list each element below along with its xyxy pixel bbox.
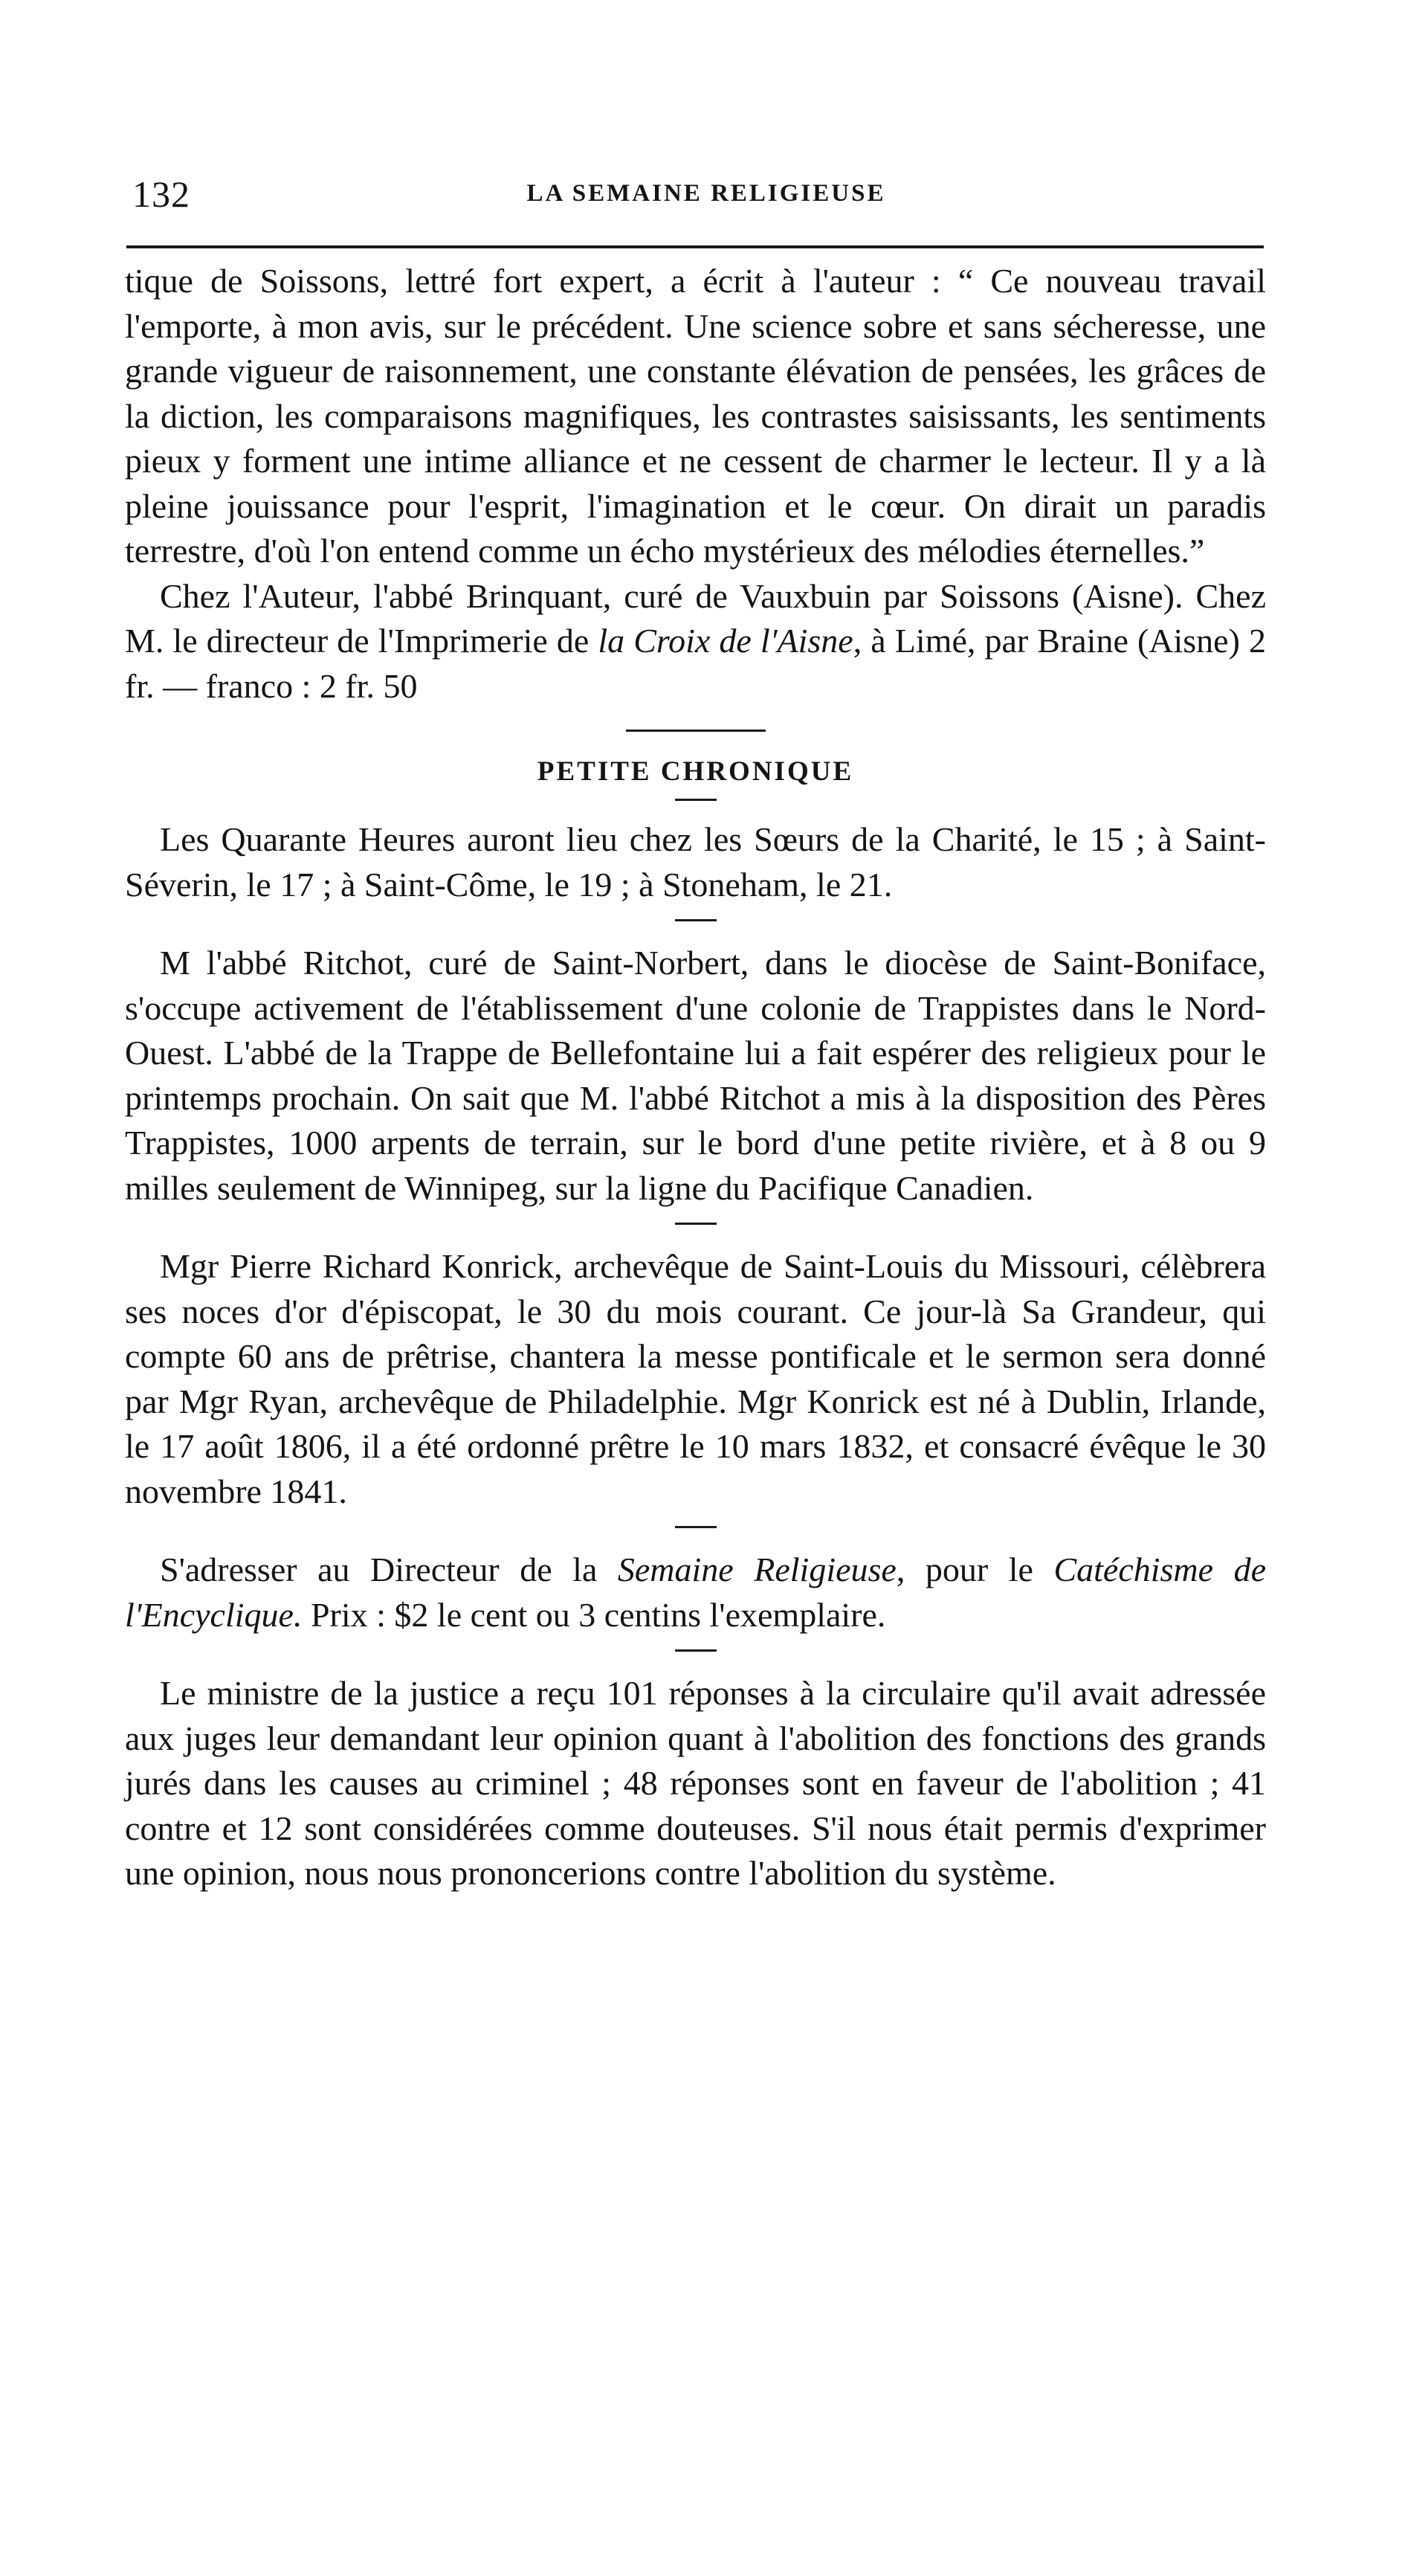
section-title: PETITE CHRONIQUE	[537, 756, 854, 787]
paragraph-publisher-info	[125, 574, 1266, 709]
chronicle-item-konrick: Mgr Pierre Richard Konrick, archevêque de Saint-Louis du Missouri, célèbrera ses noces d'or d'épiscopat, le 30 du mois courant. Ce jour-là Sa Grandeur, qui compte 60 ans de prêtrise, chantera la messe pontificale et le sermon sera donné par Mgr Ryan, archevêque de Philadelphie. Mgr Konrick est né à Dublin, Irlande, le 17 août 1806, il a été ordonné prêtre le 10 mars 1832, et consacré évêque le 30 novembre 1841.	[125, 1247, 1266, 1510]
catechisme-text-start: S'adresser au Directeur de la	[160, 1551, 618, 1588]
page-body	[125, 259, 1266, 1896]
page-header	[119, 173, 1264, 225]
catechisme-italic-title: Catéchisme de l'Encyclique.	[125, 1551, 1266, 1634]
publisher-italic-title: la Croix de l'Aisne	[598, 622, 853, 660]
chronicle-item-quarante-heures: Les Quarante Heures auront lieu chez les Sœurs de la Charité, le 15 ; à Saint-Séverin, le 17 ; à Saint-Côme, le 19 ; à Stoneham, le 21.	[125, 820, 1266, 904]
catechisme-text-mid: , pour le	[896, 1551, 1054, 1588]
item-separator-dash	[675, 1223, 717, 1225]
chronicle-item-catechisme	[125, 1548, 1266, 1638]
publisher-text-start: Chez l'Auteur, l'abbé Brinquant, curé de Vauxbuin par Soissons (Aisne). Chez M. le directeur de l'Imprimerie de	[125, 576, 1266, 660]
chronicle-item-grands-jures: Le ministre de la justice a reçu 101 réponses à la circulaire qu'il avait adressée aux juges leur demandant leur opinion quant à l'abolition des fonctions des grands jurés dans les causes au criminel ; 48 réponses sont en faveur de l'abolition ; 41 contre et 12 sont considérées comme douteuses. S'il nous était permis d'exprimer une opinion, nous nous prononcerions contre l'abolition du système.	[125, 1674, 1266, 1892]
title-dash	[675, 799, 717, 801]
item-separator-dash	[675, 1649, 717, 1652]
paragraph-letter-quote: tique de Soissons, lettré fort expert, a écrit à l'auteur : “ Ce nouveau travail l'emporte, à mon avis, sur le précédent. Une science sobre et sans sécheresse, une grande vigueur de raisonnement, une constante élévation de pensées, les grâces de la diction, les comparaisons magnifiques, les contrastes saisissants, les sentiments pieux y forment une intime alliance et ne cessent de charmer le lecteur. Il y a là pleine jouissance pour l'esprit, l'imagination et le cœur. On dirait un paradis terrestre, d'où l'on entend comme un écho mystérieux des mélodies éternelles.”	[125, 262, 1266, 570]
catechisme-italic-semaine: Semaine Religieuse	[617, 1551, 897, 1588]
catechisme-text-end: Prix : $2 le cent ou 3 centins l'exemplaire.	[302, 1595, 886, 1634]
running-head: LA SEMAINE RELIGIEUSE	[526, 180, 886, 207]
publisher-text-end: , à Limé, par Braine (Aisne) 2 fr. — franco : 2 fr. 50	[125, 622, 1266, 705]
item-separator-dash	[675, 919, 717, 921]
page-number: 132	[132, 173, 190, 215]
chronicle-item-trappistes: M l'abbé Ritchot, curé de Saint-Norbert, dans le diocèse de Saint-Boniface, s'occupe activement de l'établissement d'une colonie de Trappistes dans le Nord-Ouest. L'abbé de la Trappe de Bellefontaine lui a fait espérer des religieux pour le printemps prochain. On sait que M. l'abbé Ritchot a mis à la disposition des Pères Trappistes, 1000 arpents de terrain, sur le bord d'une petite rivière, et à 8 ou 9 milles seulement de Winnipeg, sur la ligne du Pacifique Canadien.	[125, 944, 1266, 1207]
item-separator-dash	[675, 1526, 717, 1528]
section-divider-rule	[626, 730, 766, 732]
header-rule	[126, 245, 1264, 248]
